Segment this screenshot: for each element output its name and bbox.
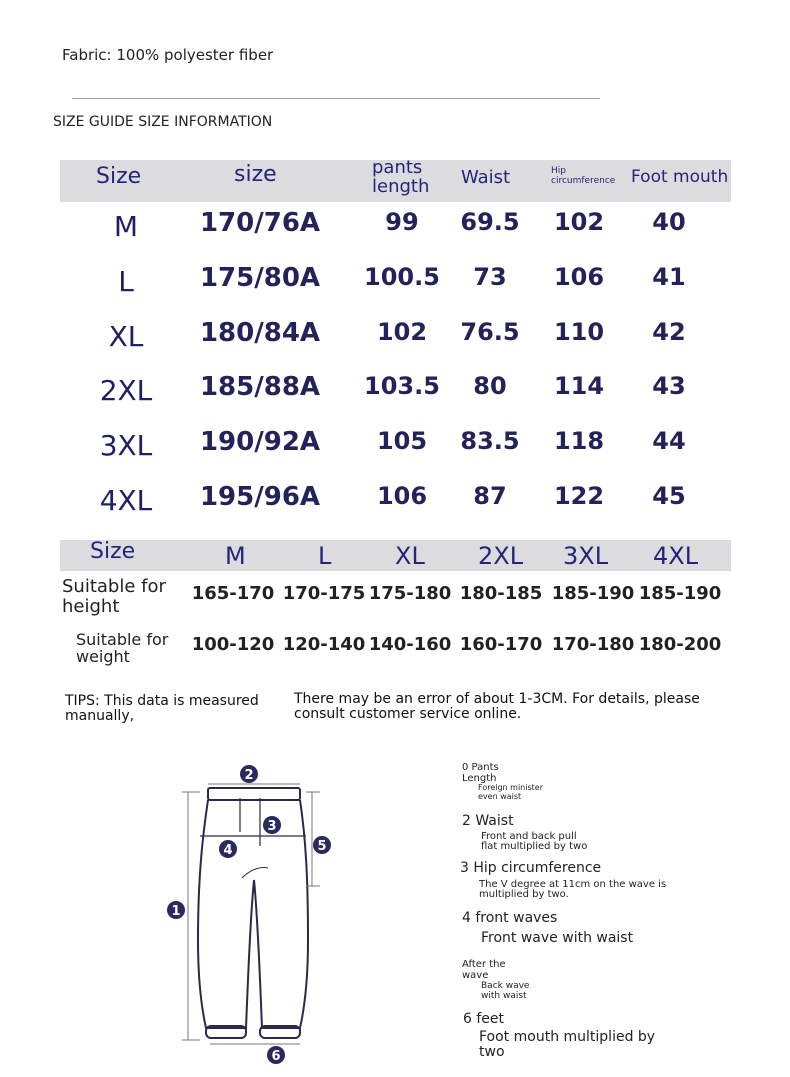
size-cell: L: [118, 265, 134, 298]
hip-cell: 114: [553, 372, 605, 400]
height-cell: 180-185: [459, 583, 543, 604]
table2-size-L: L: [318, 542, 332, 570]
size-cell: 2XL: [99, 374, 153, 407]
marker-1-label: 1: [171, 904, 181, 919]
marker-4-icon: [219, 840, 237, 858]
legend-item3-sub: The V degree at 11cm on the wave is multiplied by two.: [479, 879, 667, 900]
height-cell: 175-180: [368, 583, 452, 604]
table2-size-XL: XL: [395, 542, 425, 570]
table1-header-hip: Hip circumference: [551, 166, 616, 186]
marker-5-label: 5: [317, 839, 327, 854]
legend-item1-title: 0 Pants Length: [462, 762, 499, 784]
pants-length-cell: 102: [376, 318, 428, 346]
waist-cell: 69.5: [460, 208, 520, 236]
weight-cell: 120-140: [282, 634, 366, 655]
size-cell: XL: [108, 320, 144, 353]
legend-item5-sub: Back wave with waist: [481, 981, 530, 1001]
waist-cell: 80: [473, 372, 507, 400]
legend-item1-sub: Foreign minister even waist: [478, 783, 543, 801]
waist-cell: 73: [473, 263, 507, 291]
table2-size-2XL: 2XL: [478, 542, 524, 570]
foot-mouth-cell: 45: [652, 482, 686, 510]
pants-outline-icon: [198, 788, 308, 1038]
weight-cell: 160-170: [459, 634, 543, 655]
hip-cell: 118: [553, 427, 605, 455]
height-cell: 185-190: [551, 583, 635, 604]
marker-1-icon: [167, 901, 185, 919]
foot-mouth-cell: 40: [652, 208, 686, 236]
fabric-text: Fabric: 100% polyester fiber: [62, 46, 274, 64]
size-cell: 3XL: [99, 429, 153, 462]
weight-cell: 100-120: [191, 634, 275, 655]
foot-mouth-cell: 43: [652, 372, 686, 400]
weight-cell: 170-180: [551, 634, 635, 655]
legend-item2-title: 2 Waist: [462, 813, 514, 829]
foot-mouth-cell: 41: [652, 263, 686, 291]
legend-item4-title: 4 front waves: [462, 910, 558, 926]
size-code-cell: 185/88A: [199, 372, 321, 402]
size-cell: M: [113, 210, 139, 243]
size-code-cell: 175/80A: [199, 263, 321, 293]
hip-cell: 102: [553, 208, 605, 236]
tips-right: There may be an error of about 1-3CM. For details, please consult customer service online.: [294, 691, 700, 722]
foot-mouth-cell: 44: [652, 427, 686, 455]
pants-length-cell: 105: [376, 427, 428, 455]
legend-item4-sub: Front wave with waist: [481, 930, 634, 946]
marker-4-label: 4: [223, 843, 233, 858]
waist-cell: 76.5: [460, 318, 520, 346]
size-guide-title: SIZE GUIDE SIZE INFORMATION: [53, 114, 273, 130]
table1-header-size-code: size: [234, 162, 277, 187]
marker-6-icon: [267, 1046, 285, 1064]
hip-cell: 106: [553, 263, 605, 291]
legend-item6-title: 6 feet: [463, 1011, 505, 1027]
marker-2-label: 2: [244, 768, 254, 783]
height-cell: 165-170: [191, 583, 275, 604]
waist-cell: 87: [473, 482, 507, 510]
weight-cell: 180-200: [638, 634, 722, 655]
weight-label: Suitable for weight: [76, 630, 169, 666]
marker-3-icon: [263, 816, 281, 834]
legend-item3-title: 3 Hip circumference: [460, 860, 602, 876]
table1-header-waist: Waist: [461, 167, 511, 188]
size-code-cell: 170/76A: [199, 208, 321, 238]
tips-left: TIPS: This data is measured manually,: [65, 693, 259, 724]
pants-length-cell: 99: [385, 208, 419, 236]
weight-cell: 140-160: [368, 634, 452, 655]
size-code-cell: 195/96A: [199, 482, 321, 512]
pants-length-cell: 103.5: [364, 372, 440, 400]
marker-3-label: 3: [267, 819, 277, 834]
pants-length-cell: 106: [376, 482, 428, 510]
waist-cell: 83.5: [460, 427, 520, 455]
marker-2-icon: [240, 765, 258, 783]
table2-size-4XL: 4XL: [653, 542, 699, 570]
legend-item2-sub: Front and back pull flat multiplied by two: [481, 831, 588, 852]
table1-header-size: Size: [96, 164, 142, 189]
pants-diagram: [160, 760, 350, 1070]
size-code-cell: 180/84A: [199, 318, 321, 348]
hip-cell: 110: [553, 318, 605, 346]
table2-size-3XL: 3XL: [563, 542, 609, 570]
legend-item5-title: After the wave: [462, 959, 506, 981]
height-cell: 185-190: [638, 583, 722, 604]
hip-cell: 122: [553, 482, 605, 510]
legend-item6-sub: Foot mouth multiplied by two: [479, 1029, 656, 1060]
divider: [72, 98, 600, 99]
foot-mouth-cell: 42: [652, 318, 686, 346]
marker-5-icon: [313, 836, 331, 854]
height-cell: 170-175: [282, 583, 366, 604]
height-label: Suitable for height: [62, 576, 166, 617]
size-code-cell: 190/92A: [199, 427, 321, 457]
pants-length-cell: 100.5: [364, 263, 440, 291]
marker-6-label: 6: [271, 1049, 281, 1064]
table2-size-M: M: [225, 542, 246, 570]
size-cell: 4XL: [99, 484, 153, 517]
table2-header-size: Size: [90, 539, 136, 564]
table1-header-pants-length: pants length: [372, 157, 430, 197]
table1-header-foot-mouth: Foot mouth: [631, 167, 729, 187]
